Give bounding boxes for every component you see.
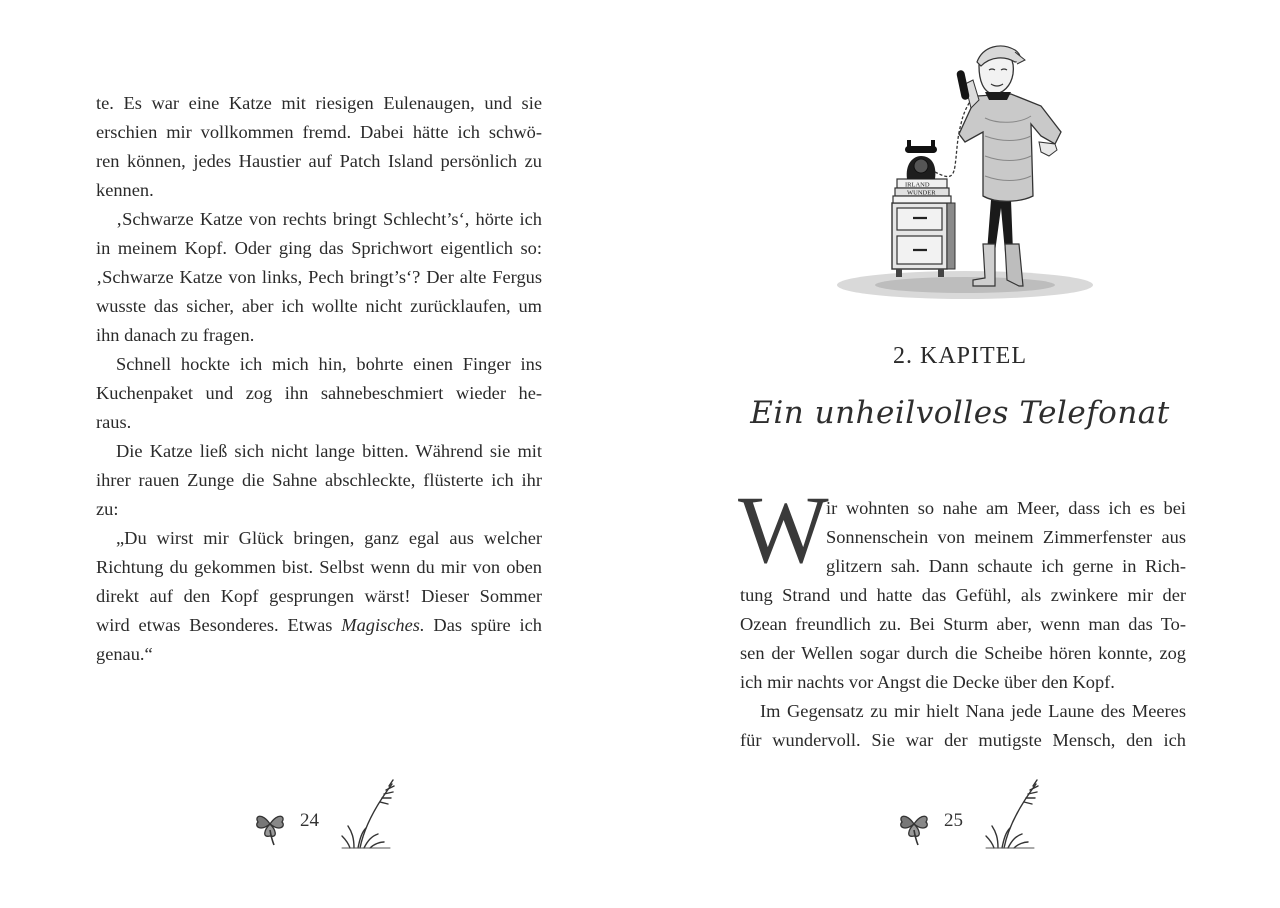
text-line: sen der Wellen sogar durch die Scheibe hören konnte, zog (740, 643, 1186, 663)
text-line: Im Gegensatz zu mir hielt Nana jede Laune des Meeres (760, 701, 1186, 721)
text-line: glitzern sah. Dann schaute ich gerne in Rich- (826, 556, 1186, 576)
text-line: genau.“ (96, 644, 153, 664)
text-line: direkt auf den Kopf gesprungen wärst! Dieser Sommer (96, 586, 542, 606)
text-segment: wird etwas Besonderes. Etwas (96, 615, 342, 635)
text-line: „Du wirst mir Glück bringen, ganz egal aus welcher (116, 528, 542, 548)
right-page (640, 0, 1280, 908)
text-line: kennen. (96, 180, 154, 200)
text-line: ihn danach zu fragen. (96, 325, 255, 345)
book-label: IRLAND (905, 181, 930, 189)
text-line: Schnell hockte ich mich hin, bohrte einen Finger ins (116, 354, 542, 374)
page-footer (252, 778, 412, 853)
text-line: ‚Schwarze Katze von rechts bringt Schlecht’s‘, hörte ich (116, 209, 542, 229)
text-line: te. Es war eine Katze mit riesigen Eulenaugen, und sie (96, 93, 542, 113)
text-line: tung Strand und hatte das Gefühl, als zwinkere mir der (740, 585, 1186, 605)
text-line: ir wohnten so nahe am Meer, dass ich es bei (826, 498, 1186, 518)
page-footer (896, 778, 1056, 853)
chapter-title: Ein unheilvolles Telefonat (750, 395, 1170, 431)
clover-icon (896, 806, 932, 846)
text-line: ‚Schwarze Katze von links, Pech bringt’s‘? Der alte Fergus (96, 267, 542, 287)
text-line: Die Katze ließ sich nicht lange bitten. Während sie mit (116, 441, 542, 461)
text-line: zu: (96, 499, 119, 519)
right-page-text (740, 494, 1186, 755)
chapter-number: 2. KAPITEL (893, 343, 1027, 369)
text-line: ihrer rauen Zunge die Sahne abschleckte, flüsterte ich ihr (96, 470, 542, 490)
text-line (96, 611, 542, 640)
text-line: wusste das sicher, aber ich wollte nicht zurücklaufen, um (96, 296, 542, 316)
text-line: ren können, jedes Haustier auf Patch Island persönlich zu (96, 151, 542, 171)
text-line: Sonnenschein von meinem Zimmerfenster aus (826, 527, 1186, 547)
text-line: für wundervoll. Sie war der mutigste Mensch, den ich (740, 730, 1186, 750)
clover-icon (252, 806, 288, 846)
page-number: 25 (944, 810, 963, 831)
text-segment: Das spüre ich (424, 615, 543, 635)
text-line: Kuchenpaket und zog ihn sahnebeschmiert wieder he- (96, 383, 542, 403)
text-line: Ozean freundlich zu. Bei Sturm aber, wenn man das To- (740, 614, 1186, 634)
grass-icon (984, 778, 1044, 850)
page-number: 24 (300, 810, 319, 831)
text-line: ich mir nachts vor Angst die Decke über den Kopf. (740, 672, 1115, 692)
text-line: erschien mir vollkommen fremd. Dabei hätte ich schwö- (96, 122, 542, 142)
grass-icon (340, 778, 400, 850)
text-line: Richtung du gekommen bist. Selbst wenn du mir von oben (96, 557, 542, 577)
text-line: in meinem Kopf. Oder ging das Sprichwort eigentlich so: (96, 238, 542, 258)
drop-cap: W (738, 476, 829, 583)
left-page-text (96, 89, 542, 669)
emphasis-text: Magisches. (341, 615, 425, 635)
woman-on-telephone-illustration (835, 40, 1100, 305)
book-label: WUNDER (907, 189, 936, 197)
text-line: raus. (96, 412, 132, 432)
